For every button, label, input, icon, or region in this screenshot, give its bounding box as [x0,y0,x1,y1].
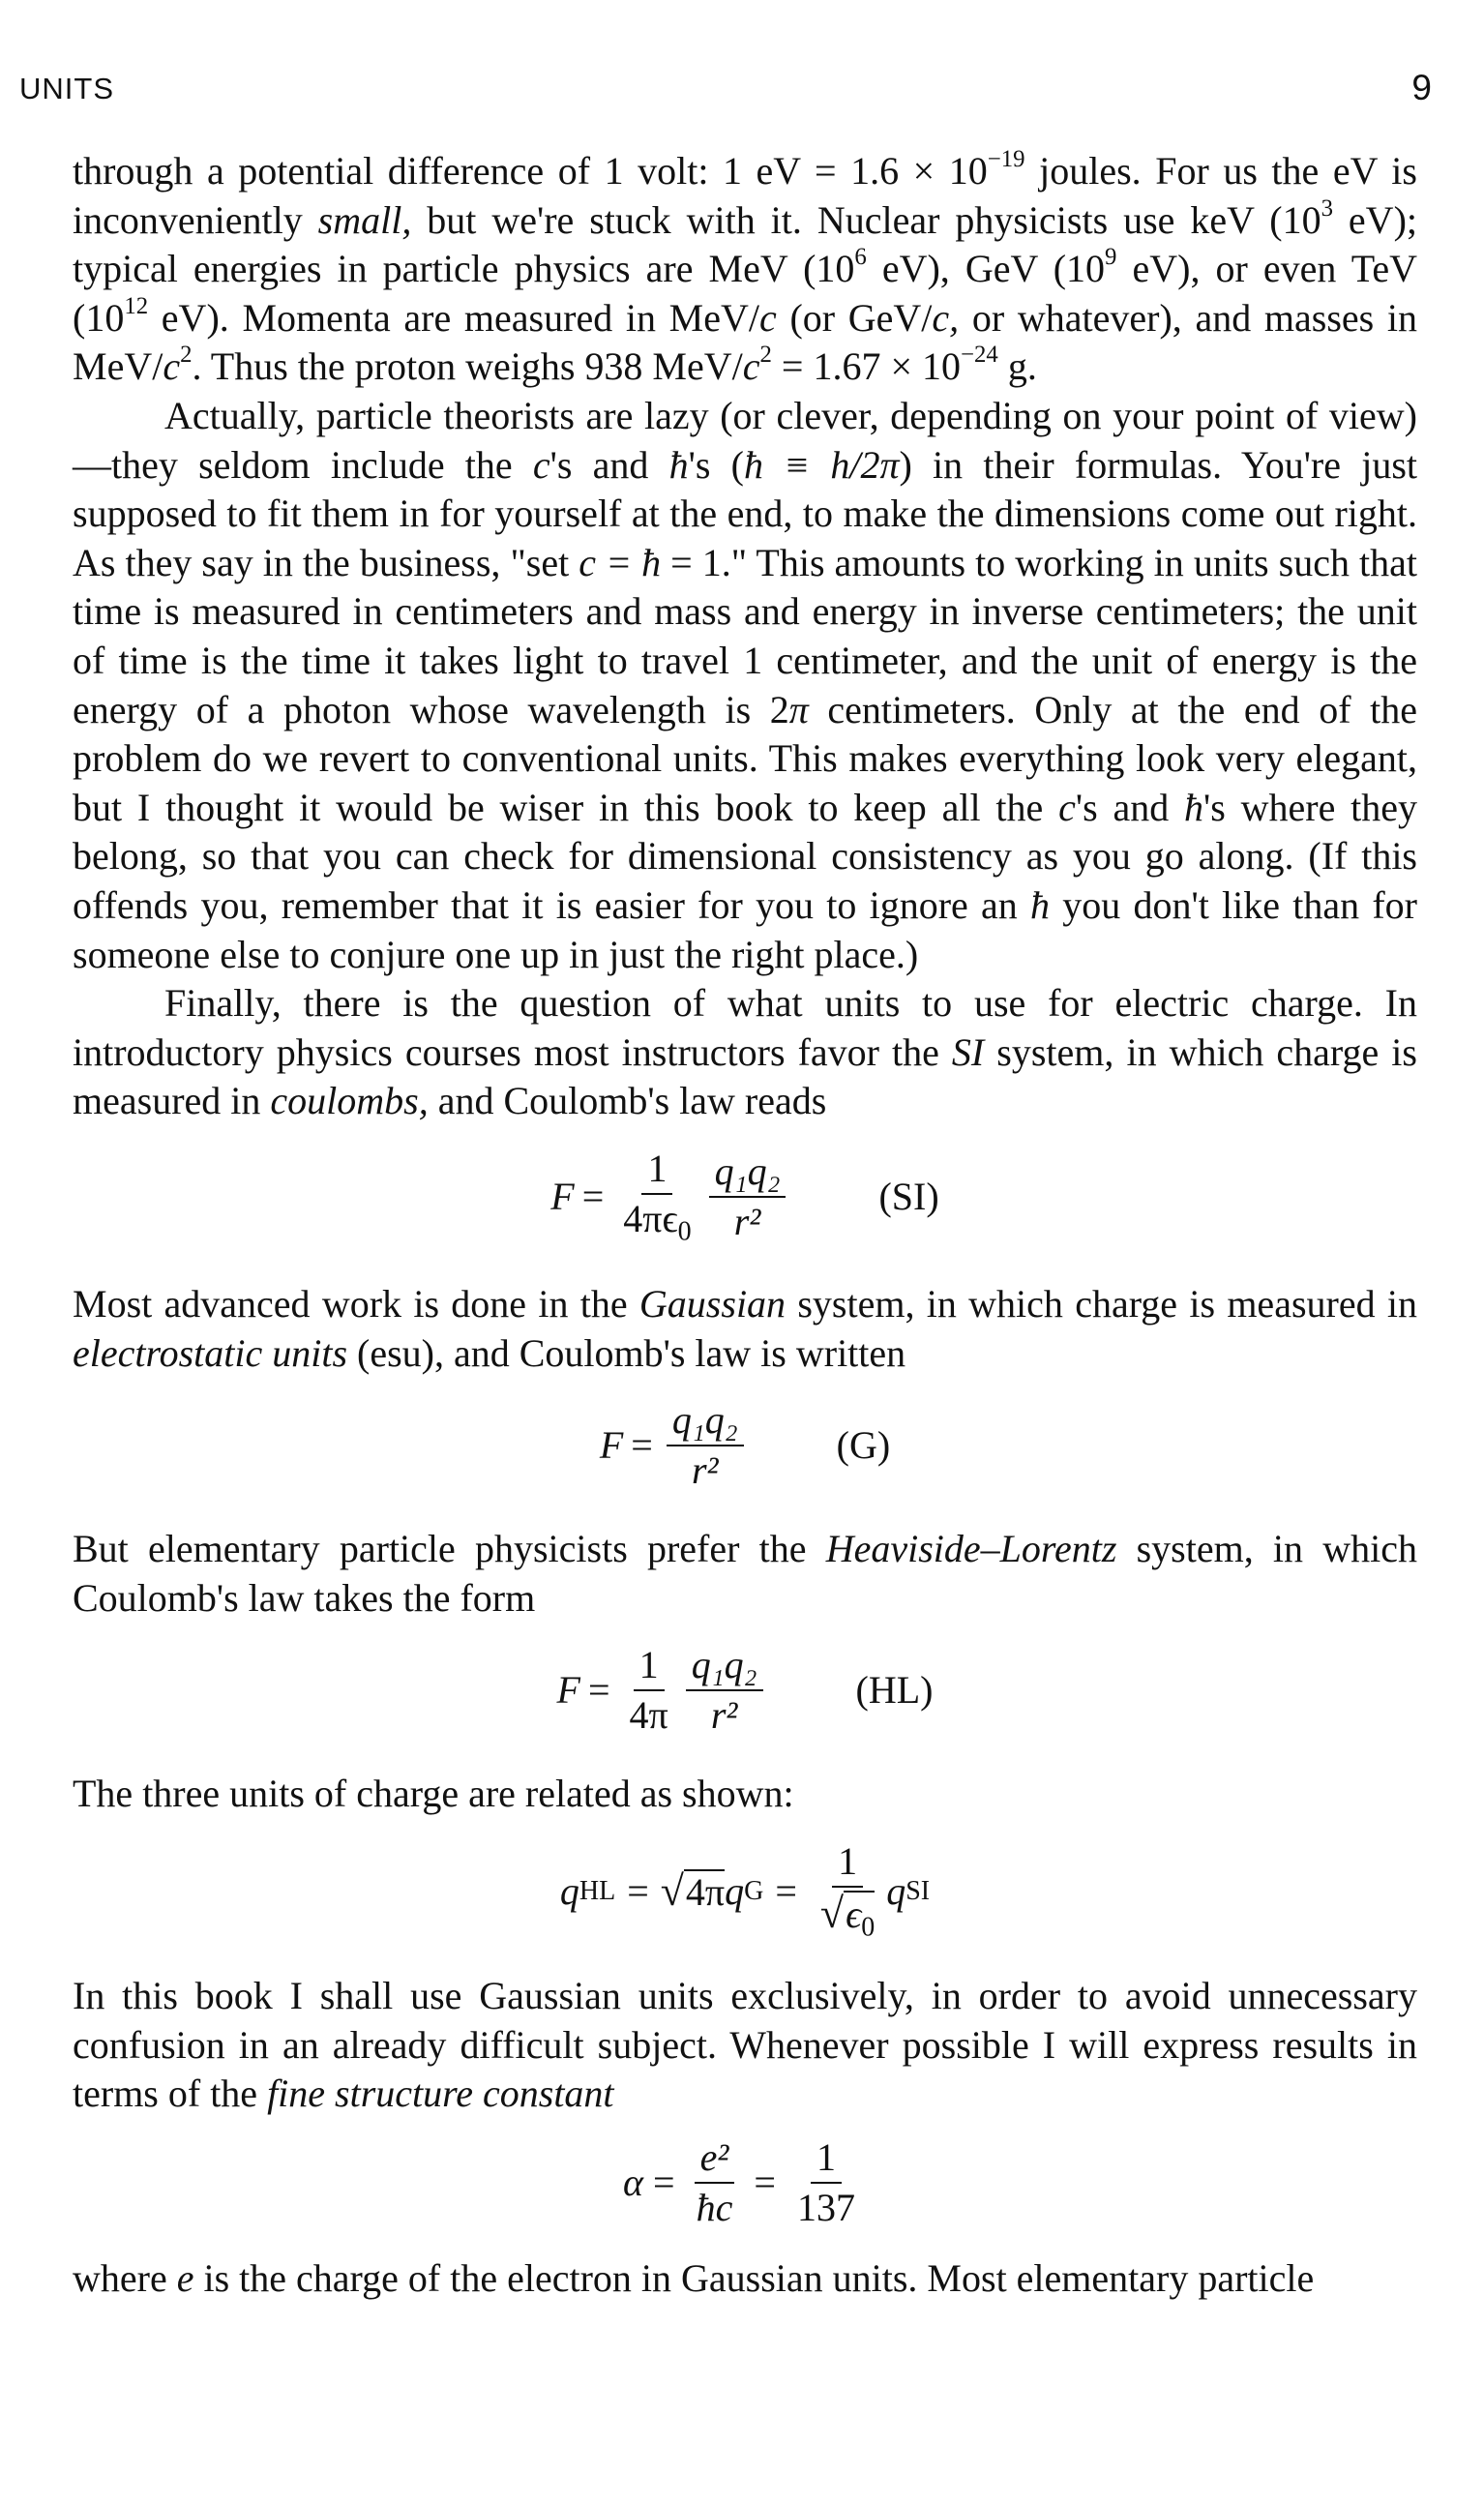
equation-coulomb-si: F = $\frac{1}{4\pi\epsilon_0}$ $\frac{\text{q₁q₂}}{\text{r²}}$ (SI) [550,1146,939,1247]
equation-tag: (HL) [855,1668,934,1713]
fraction: $\frac{\text{q₁q₂}}{\text{r²}}$ [667,1399,744,1492]
fraction: $\frac{\text{q₁q₂}}{\text{r²}}$ [709,1150,787,1243]
paragraph-6: The three units of charge are related as shown: [73,1772,794,1816]
paragraph-1: through a potential difference of 1 volt: 1 eV = $1.6 \times 10^{-19}$ joules. For us the eV is inconveniently small, but we're stuck with it. Nuclear physicists use keV ($10^3$ eV); typical energies in particle physics are MeV ($10^6$ eV), GeV ($10^9$ eV), or even TeV ($10^{12}$ eV). Momenta are measured in MeV/c (or GeV/c, or whatever), and masses in MeV/$c^2$. Thus the proton weighs 938 MeV/$c^2 = 1.67 \times 10^{-24}$ g. [73,145,1418,389]
paragraph-7: In this book I shall use Gaussian units exclusively, in order to avoid unnecessary confusion in an already difficult subject. Whenever possible I will express results in terms of the fine structure constant [73,1974,1417,2116]
paragraph-4: Most advanced work is done in the Gaussian system, in which charge is measured in electrostatic units (esu), and Coulomb's law is written [73,1282,1417,1375]
fraction: $\frac{\text{e²}}{ħc}$ [696,2135,733,2229]
fraction: $\frac{1}{137}$ [796,2135,855,2229]
equation-coulomb-gaussian: F = $\frac{\text{q₁q₂}}{\text{r²}}$ (G) [599,1398,891,1493]
equation-charge-relation: q HL = √ 4π q G = $\frac{1}{√\epsilon_0}$ q SI [559,1839,931,1943]
page-number: 9 [1411,68,1432,107]
fraction: $\frac{1}{√\epsilon_0}$ [819,1839,876,1943]
page-body [73,147,1417,2304]
fraction: $\frac{1}{4\pi}$ [629,1643,668,1738]
running-head: UNITS [19,72,114,105]
equation-tag: (SI) [878,1175,939,1219]
page-header [19,68,1432,120]
sqrt-symbol: √ [660,1866,684,1915]
paragraph-2: Actually, particle theorists are lazy (or clever, depending on your point of view)—they seldom include the c's and ħ's (ħ ≡ h/2π) in their formulas. You're just supposed to fit them in for yourself at the end, to make the dimensions come out right. As they say in the business, "set c = ħ = 1." This amounts to working in units such that time is measured in centimeters and mass and energy in inverse centimeters; the unit of time is the time it takes light to travel 1 centimeter, and the unit of energy is the energy of a photon whose wavelength is 2π centimeters. Only at the end of the problem do we revert to conventional units. This makes everything look very elegant, but I thought it would be wiser in this book to keep all the c's and ħ's where they belong, so that you can check for dimensional consistency as you go along. (If this offends you, remember that it is easier for you to ignore an ħ you don't like than for someone else to conjure one up in just the right place.) [73,393,1418,976]
fraction: $\frac{\text{q₁q₂}}{\text{r²}}$ [686,1644,763,1737]
equation-fine-structure-constant: α = $\frac{\text{e²}}{ħc}$ = $\frac{1}{137}$ [73,2136,1417,2229]
paragraph-3: Finally, there is the question of what units to use for electric charge. In introductory physics courses most instructors favor the SI system, in which charge is measured in coulombs, and Coulomb's law reads [73,981,1417,1123]
equation-tag: (G) [836,1423,891,1468]
paragraph-5: But elementary particle physicists prefer the Heaviside–Lorentz system, in which Coulomb's law takes the form [73,1527,1417,1620]
equation-coulomb-hl: F = $\frac{1}{4\pi}$ $\frac{\text{q₁q₂}}{\text{r²}}$ (HL) [556,1643,934,1738]
paragraph-8: where e is the charge of the electron in Gaussian units. Most elementary particle [73,2256,1315,2300]
fraction: $\frac{1}{4\pi\epsilon_0}$ [623,1146,692,1247]
